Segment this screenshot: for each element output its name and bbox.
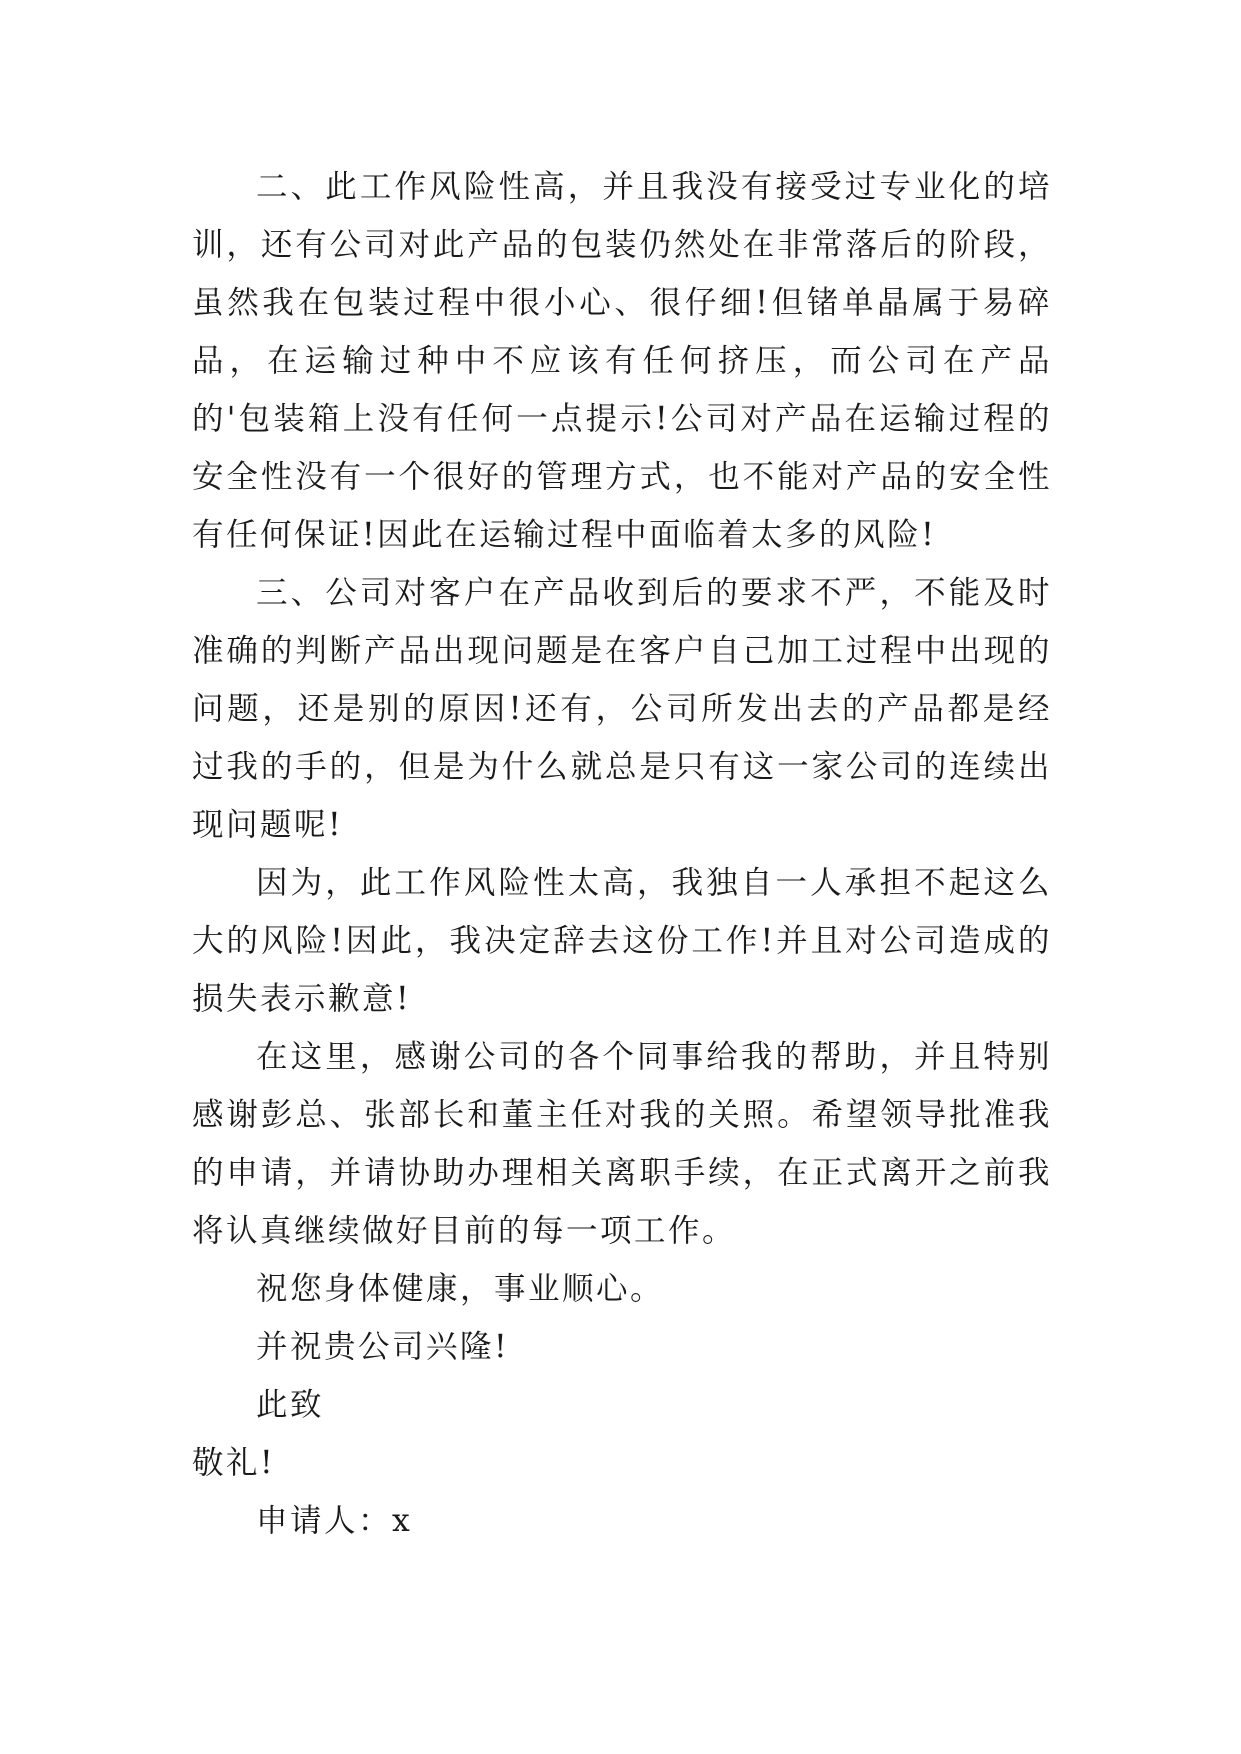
salutation-to: 此致 (256, 1387, 325, 1423)
closing-wish-health: 祝您身体健康，事业顺心。 (256, 1271, 665, 1307)
closing-wish-company: 并祝贵公司兴隆! (256, 1329, 510, 1365)
paragraph-thanks: 在这里，感谢公司的各个同事给我的帮助，并且特别感谢彭总、张部长和董主任对我的关照。希望领导批准我的申请，并请协助办理相关离职手续，在正式离开之前我将认真继续做好目前的每一项工作。 (192, 1039, 1052, 1249)
paragraph-customer-requirements: 三、公司对客户在产品收到后的要求不严，不能及时准确的判断产品出现问题是在客户自己加工过程中出现的问题，还是别的原因!还有，公司所发出去的产品都是经过我的手的，但是为什么就总是只有这一家公司的连续出现问题呢! (192, 575, 1052, 843)
applicant-line: 申请人：x (256, 1503, 413, 1539)
letter-body (192, 158, 1052, 1550)
paragraph-resignation-decision: 因为，此工作风险性太高，我独自一人承担不起这么大的风险!因此，我决定辞去这份工作!并且对公司造成的损失表示歉意! (192, 865, 1052, 1017)
salutation-regards: 敬礼! (192, 1445, 276, 1481)
paragraph-risk-training: 二、此工作风险性高，并且我没有接受过专业化的培训，还有公司对此产品的包装仍然处在非常落后的阶段，虽然我在包装过程中很小心、很仔细!但锗单晶属于易碎品，在运输过种中不应该有任何挤压，而公司在产品的'包装箱上没有任何一点提示!公司对产品在运输过程的安全性没有一个很好的管理方式，也不能对产品的安全性有任何保证!因此在运输过程中面临着太多的风险! (192, 169, 1052, 553)
